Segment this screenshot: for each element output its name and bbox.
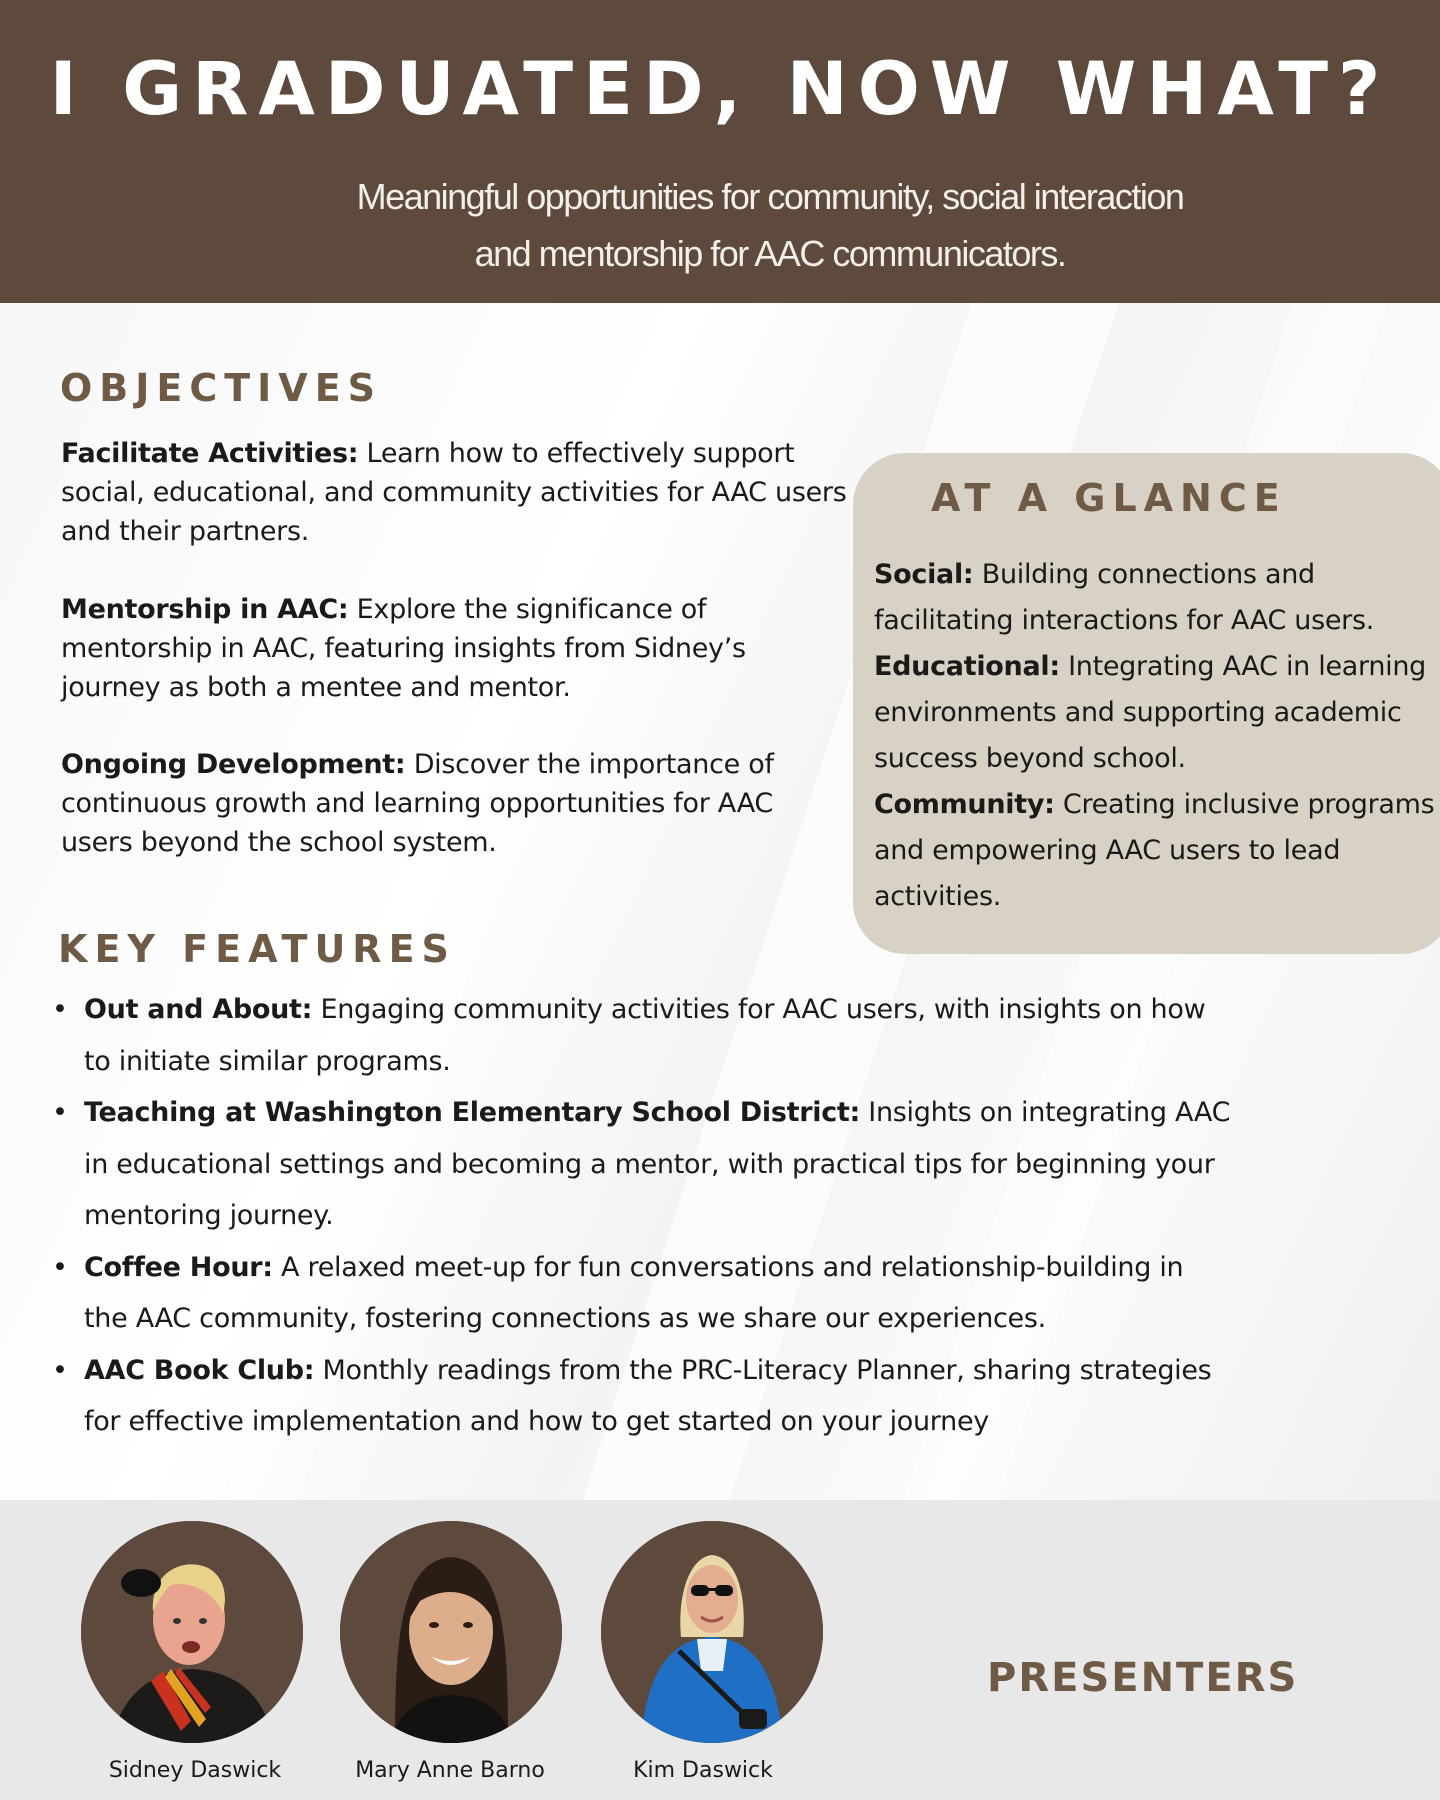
objective-text: Learn how to effectively support social, educational, and community activities for AAC users and their partners.: [61, 438, 847, 547]
glance-text: Integrating AAC in learning environments and supporting academic success beyond school.: [874, 651, 1426, 774]
glance-text: Building connections and facilitating interactions for AAC users.: [874, 559, 1375, 636]
list-item: [52, 984, 1232, 1087]
bullet-icon: •: [52, 994, 68, 1025]
feature-text: A relaxed meet-up for fun conversations and relationship-building in the AAC community, fostering connections as we share our experiences.: [84, 1251, 1184, 1334]
bullet-icon: •: [52, 1354, 68, 1386]
presenter-name: Mary Anne Barno: [355, 1758, 545, 1783]
feature-label: Coffee Hour:: [84, 1251, 273, 1283]
person-photo-icon: [601, 1521, 823, 1743]
feature-text: Engaging community activities for AAC users, with insights on how to initiate similar programs.: [84, 994, 1206, 1077]
key-features-heading: KEY FEATURES: [58, 927, 456, 971]
feature-text: Insights on integrating AAC in educational settings and becoming a mentor, with practical tips for beginning your mentoring journey.: [84, 1097, 1231, 1231]
avatar: [81, 1521, 303, 1743]
person-photo-icon: [81, 1521, 303, 1743]
avatar: [601, 1521, 823, 1743]
objective-item: [61, 745, 851, 862]
key-features-list: [52, 984, 1232, 1448]
header-banner: [0, 0, 1440, 303]
objective-label: Mentorship in AAC:: [61, 594, 349, 625]
feature-label: Teaching at Washington Elementary School District:: [84, 1097, 861, 1128]
objective-text: Discover the importance of continuous growth and learning opportunities for AAC users beyond the school system.: [61, 749, 774, 858]
presenter-name: Sidney Daswick: [108, 1758, 282, 1783]
list-item: [52, 1345, 1232, 1448]
at-a-glance-content: [874, 552, 1440, 920]
glance-item: [874, 782, 1440, 920]
subtitle-line-1: Meaningful opportunities for community, social interaction: [356, 176, 1184, 217]
list-item: [52, 1087, 1232, 1242]
glance-label: Community:: [874, 789, 1055, 820]
page-title: I GRADUATED, NOW WHAT?: [49, 47, 1391, 132]
avatar: [340, 1521, 562, 1743]
objective-item: [61, 590, 851, 707]
objective-text: Explore the significance of mentorship in AAC, featuring insights from Sidney’s journey as both a mentee and mentor.: [61, 594, 746, 703]
feature-label: AAC Book Club:: [84, 1354, 315, 1386]
glance-item: [874, 552, 1440, 644]
objective-label: Ongoing Development:: [61, 749, 406, 780]
subtitle-line-2: and mentorship for AAC communicators.: [474, 233, 1066, 274]
glance-text: Creating inclusive programs and empowering AAC users to lead activities.: [874, 789, 1435, 912]
objectives-heading: OBJECTIVES: [60, 366, 383, 410]
bullet-icon: •: [52, 1251, 68, 1283]
glance-label: Educational:: [874, 651, 1060, 682]
person-photo-icon: [340, 1521, 562, 1743]
glance-label: Social:: [874, 559, 974, 590]
objective-label: Facilitate Activities:: [61, 438, 359, 469]
presenters-heading: PRESENTERS: [987, 1655, 1299, 1701]
list-item: [52, 1242, 1232, 1345]
feature-text: Monthly readings from the PRC-Literacy Planner, sharing strategies for effective implementation and how to get started on your journey: [84, 1354, 1212, 1437]
bullet-icon: •: [52, 1097, 68, 1128]
presenter-name: Kim Daswick: [633, 1758, 773, 1783]
objective-item: [61, 434, 851, 551]
at-a-glance-heading: AT A GLANCE: [931, 476, 1287, 520]
glance-item: [874, 644, 1440, 782]
page-subtitle: [250, 168, 1290, 282]
feature-label: Out and About:: [84, 994, 313, 1025]
